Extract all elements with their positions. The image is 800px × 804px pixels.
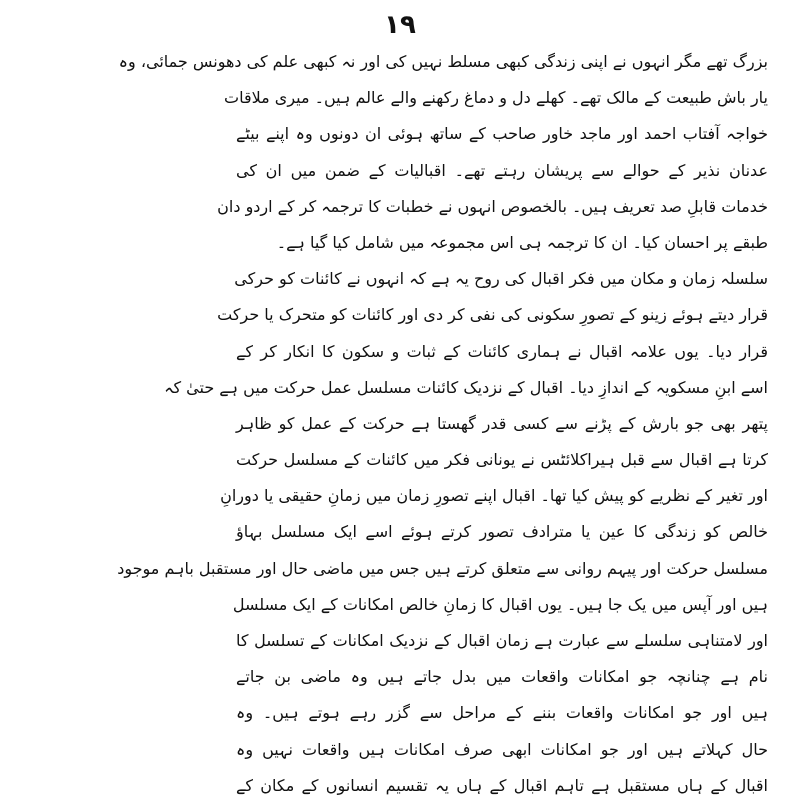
text-line: حال کہلاتے ہیں اور جو امکانات ابھی صرف امکانات ہیں واقعات نہیں وہ	[236, 739, 768, 759]
text-line: نام ہے چنانچہ جو امکانات واقعات میں بدل جاتے ہیں وہ ماضی بن جاتے	[236, 667, 768, 687]
text-line: اور لامتناہی سلسلے سے عبارت ہے زمان اقبال کے نزدیک امکانات کے تسلسل کا	[236, 631, 768, 650]
text-line: سلسلہ زمان و مکان میں فکر اقبال کی روح یہ ہے کہ انہوں نے کائنات کو حرکی	[234, 269, 768, 289]
page-number: ۱۹	[384, 10, 416, 40]
text-line: پتھر بھی جو بارش کے پڑنے سے کسی قدر گھستا ہے حرکت کے عمل کو ظاہر	[236, 413, 768, 433]
text-line: عدنان نذیر کے حوالے سے پریشان رہتے تھے۔ اقبالیات کے ضمن میں ان کی	[236, 160, 768, 180]
text-line: بزرگ تھے مگر انہوں نے اپنی زندگی کبھی مسلط نہیں کی اور نہ کبھی علم کی دھونس جمائی، وہ	[118, 52, 768, 71]
text-line: اسے ابنِ مسکویہ کے اندازِ دیا۔ اقبال کے نزدیک کائنات مسلسل عمل حرکت میں ہے حتیٰ کہ	[164, 377, 768, 397]
text-line: طبقے پر احسان کیا۔ ان کا ترجمہ ہی اس مجموعہ میں شامل کیا گیا ہے۔	[276, 232, 768, 252]
text-line: خواجہ آفتاب احمد اور ماجد خاور صاحب کے ساتھ ہوئی ان دونوں وہ اپنے بیٹے	[236, 124, 768, 144]
text-line: قرار دیا۔ یوں علامہ اقبال نے ہماری کائنات کے ثبات و سکون کا انکار کر کے	[236, 341, 768, 361]
text-line: اقبال کے ہاں مستقبل ہے تاہم اقبال کے ہاں یہ تقسیم انسانوں کے مکان کے	[236, 775, 768, 795]
text-line: اور تغیر کے نظریے کو پیش کیا تھا۔ اقبال اپنے تصورِ زمان میں زمانِ حقیقی یا دورانِ	[220, 486, 768, 506]
text-line: ہیں اور آپس میں یک جا ہیں۔ یوں اقبال کا زمانِ خالص امکانات کے ایک مسلسل	[232, 594, 768, 614]
text-line: خالص کو زندگی کا عین یا مترادف تصور کرتے ہوئے اسے ایک مسلسل بہاؤ	[236, 522, 768, 542]
body-text	[117, 44, 768, 804]
text-line: خدمات قابلِ صد تعریف ہیں۔ بالخصوص انہوں نے خطبات کا ترجمہ کر کے اردو دان	[217, 196, 768, 216]
text-line: ہیں اور جو امکانات واقعات بننے کے مراحل سے گزر رہے ہوتے ہیں۔ وہ	[236, 703, 768, 723]
text-line: مسلسل حرکت اور پیہم روانی سے متعلق کرتے ہیں جس میں ماضی حال اور مستقبل باہم موجود	[117, 558, 768, 578]
text-line: قرار دیتے ہوئے زینو کے تصورِ سکونی کی نفی کر دی اور کائنات کو متحرک یا حرکت	[217, 305, 768, 325]
text-line: کرتا ہے اقبال سے قبل ہیراکلائٹس نے یونانی فکر میں کائنات کے مسلسل حرکت	[236, 450, 768, 470]
text-line: یار باش طبیعت کے مالک تھے۔ کھلے دل و دماغ رکھنے والے عالم ہیں۔ میری ملاقات	[224, 88, 768, 108]
